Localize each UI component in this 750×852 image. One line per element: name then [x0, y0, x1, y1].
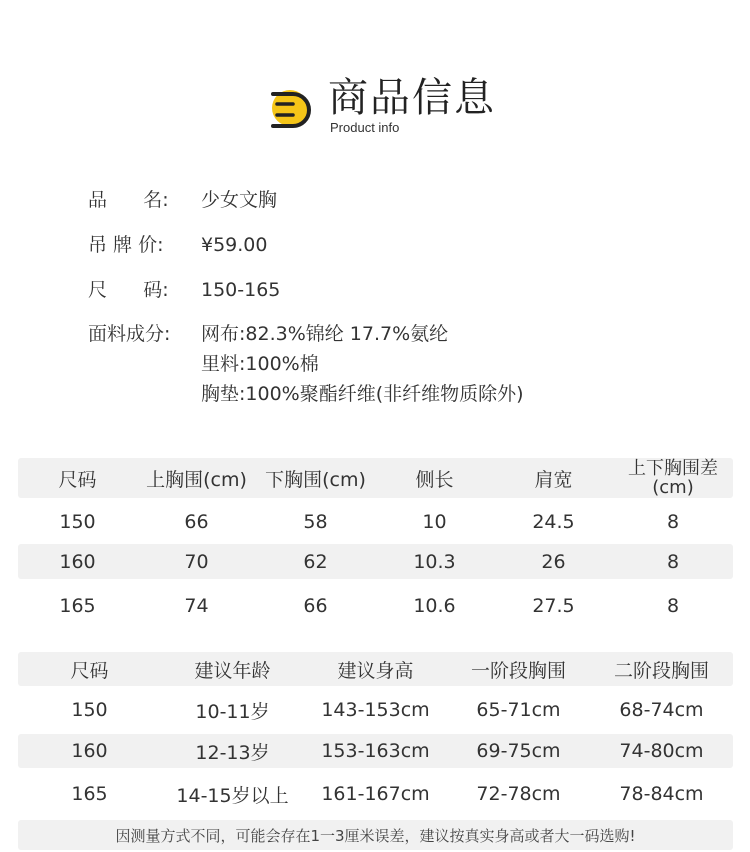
table-cell: 26 [541, 550, 566, 573]
table-header-cell: 尺码 [70, 659, 109, 682]
table-cell: 62 [303, 550, 328, 573]
table-row [18, 734, 733, 768]
table-cell: 14-15岁以上 [176, 784, 289, 807]
info-label: 尺 码: [88, 279, 169, 301]
table-cell: 74-80cm [619, 740, 704, 762]
table-cell: 74 [184, 595, 209, 617]
table-cell: 68-74cm [619, 699, 704, 721]
note-lines-icon [263, 84, 313, 130]
table-row [18, 690, 733, 730]
table-cell: 58 [303, 511, 328, 533]
sizing-note: 因测量方式不同，可能会存在1一3厘米误差，建议按真实身高或者大一码选购! [18, 820, 733, 850]
info-label: 面料成分: [88, 323, 171, 345]
table-cell: 27.5 [532, 595, 575, 617]
table-header-row [18, 652, 733, 686]
table-cell: 150 [71, 699, 108, 721]
table-cell: 8 [666, 511, 680, 533]
table-cell: 72-78cm [476, 783, 561, 805]
table-header-cell: 尺码 [58, 468, 97, 491]
info-value: 150-165 [201, 279, 281, 301]
table-cell: 8 [666, 595, 680, 617]
info-value: ¥59.00 [201, 234, 268, 256]
table-header-cell: 肩宽 [534, 468, 573, 491]
table-cell: 165 [71, 783, 108, 805]
table-row [18, 544, 733, 579]
page-subtitle: Product info [330, 120, 400, 135]
table-cell: 69-75cm [476, 740, 561, 762]
table-row [18, 586, 733, 626]
info-value: 里料:100%棉 [201, 353, 319, 375]
table-row [18, 774, 733, 814]
header-line: (cm) [652, 477, 694, 498]
table-header-cell: 上胸围(cm) [146, 468, 247, 491]
table-cell: 12-13岁 [195, 741, 270, 764]
table-cell: 66 [184, 511, 209, 533]
table-header-row [18, 458, 733, 498]
table-cell: 70 [184, 550, 209, 573]
table-cell: 10.3 [413, 550, 456, 573]
info-value: 网布:82.3%锦纶 17.7%氨纶 [201, 323, 449, 345]
table-cell: 10 [422, 511, 447, 533]
table-cell: 24.5 [532, 511, 575, 533]
table-cell: 161-167cm [321, 783, 430, 805]
table-cell: 65-71cm [476, 699, 561, 721]
table-cell: 143-153cm [321, 699, 430, 721]
info-label: 吊 牌 价: [88, 234, 164, 256]
table-row [18, 502, 733, 542]
header-line: 上下胸围差 [628, 458, 718, 479]
table-cell: 160 [59, 550, 96, 573]
table-header-cell: 建议年龄 [194, 659, 271, 682]
table-header-cell: 一阶段胸围 [470, 659, 566, 682]
table-cell: 8 [666, 550, 680, 573]
table-header-cell: 二阶段胸围 [613, 659, 709, 682]
table-cell: 10.6 [413, 595, 456, 617]
table-header-cell: 侧长 [415, 468, 454, 491]
table-cell: 66 [303, 595, 328, 617]
info-value: 少女文胸 [201, 189, 278, 211]
section-header [0, 70, 750, 140]
info-label: 品 名: [88, 189, 169, 211]
table-header-cell: 建议身高 [337, 659, 414, 682]
table-cell: 153-163cm [321, 740, 430, 762]
table-cell: 150 [59, 511, 96, 533]
table-cell: 160 [71, 740, 108, 762]
table-header-cell: 下胸围(cm) [265, 468, 366, 491]
page-title: 商品信息 [328, 75, 496, 121]
info-value: 胸垫:100%聚酯纤维(非纤维物质除外) [201, 383, 524, 405]
table-cell: 10-11岁 [195, 700, 270, 723]
table-header-cell [613, 458, 733, 498]
table-cell: 78-84cm [619, 783, 704, 805]
table-cell: 165 [59, 595, 96, 617]
